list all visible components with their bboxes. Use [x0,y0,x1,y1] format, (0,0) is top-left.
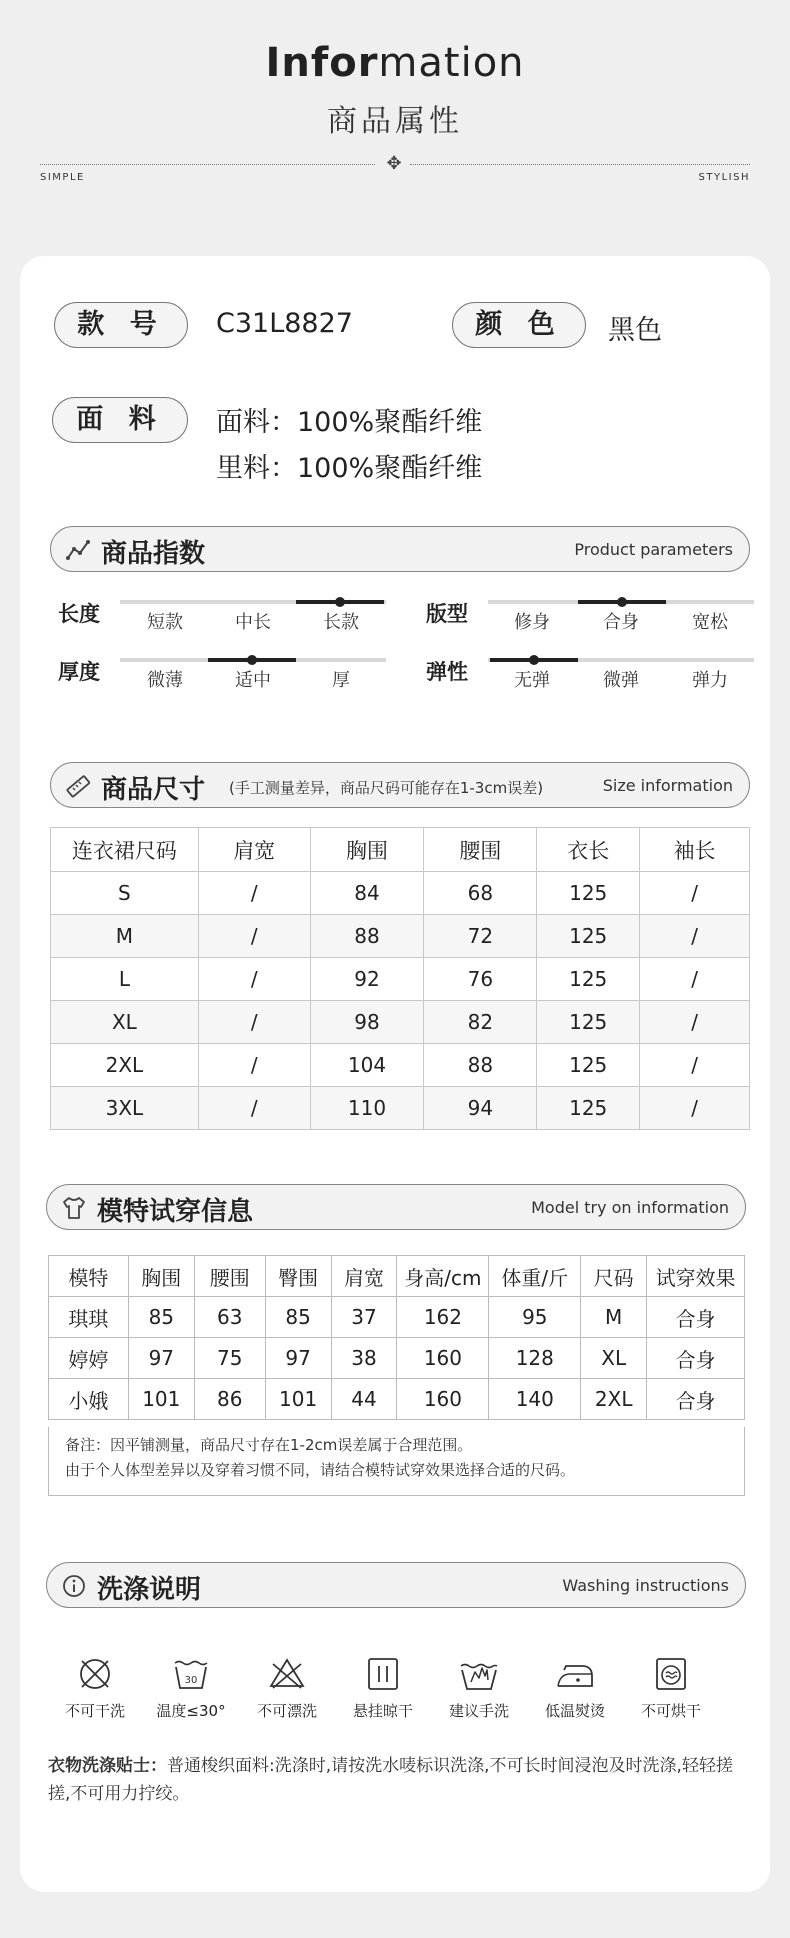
table-row [49,1379,745,1420]
table-row [51,1087,750,1130]
header-divider-left [40,164,375,165]
index-option: 长款 [323,612,359,633]
index-label: 版型 [426,602,468,626]
model-section-bar [46,1184,746,1230]
size-cell: / [640,1087,750,1130]
header-left-tag: SIMPLE [40,172,85,183]
wash-30-icon [171,1654,211,1694]
model-cell: 44 [331,1379,397,1420]
model-cell: 37 [331,1297,397,1338]
model-cell: 85 [265,1297,331,1338]
index-label: 弹性 [426,660,468,684]
tshirt-icon [61,1195,87,1221]
model-cell: 95 [489,1297,581,1338]
index-option: 中长 [235,612,271,633]
size-cell: 125 [537,958,640,1001]
index-marker [247,655,257,665]
model-cell: 97 [128,1338,194,1379]
wash-label: 悬挂晾干 [352,1702,413,1720]
size-cell: / [198,1044,310,1087]
header-title [0,40,790,86]
size-header-cell: 胸围 [310,828,424,872]
size-cell: / [640,915,750,958]
size-cell: S [51,872,199,915]
ruler-icon [65,773,91,799]
no-dry-clean-icon [75,1654,115,1694]
model-cell: 38 [331,1338,397,1379]
model-note-line: 由于个人体型差异以及穿着习惯不同，请结合模特试穿效果选择合适的尺码。 [65,1461,576,1479]
size-cell: / [198,1001,310,1044]
model-cell: 合身 [647,1297,745,1338]
wash-item [148,1654,234,1721]
model-cell: 101 [265,1379,331,1420]
table-row [51,958,750,1001]
table-row [51,1044,750,1087]
size-cell: / [198,915,310,958]
index-option: 微薄 [147,670,183,691]
wash-section-en: Washing instructions [562,1576,729,1595]
index-option: 修身 [514,612,550,633]
model-cell: 86 [194,1379,265,1420]
model-cell: 合身 [647,1379,745,1420]
table-row [49,1338,745,1379]
wash-item [628,1654,714,1721]
size-cell: 110 [310,1087,424,1130]
header-title-rest: mation [378,40,525,86]
wash-item [244,1654,330,1721]
model-cell: M [581,1297,647,1338]
index-option: 弹力 [692,670,728,691]
wash-item [532,1654,618,1721]
model-cell: XL [581,1338,647,1379]
model-header-cell: 肩宽 [331,1256,397,1297]
size-cell: / [640,1044,750,1087]
model-header-cell: 臀围 [265,1256,331,1297]
size-cell: 125 [537,1087,640,1130]
index-section-bar [50,526,750,572]
size-cell: 76 [424,958,537,1001]
wash-label: 建议手洗 [448,1702,509,1720]
index-option: 合身 [603,612,639,633]
size-cell: 125 [537,1044,640,1087]
wash-label: 低温熨烫 [544,1702,605,1720]
size-cell: L [51,958,199,1001]
size-header-cell: 衣长 [537,828,640,872]
model-cell: 160 [397,1379,489,1420]
size-cell: XL [51,1001,199,1044]
size-section-title: 商品尺寸 [101,775,206,805]
model-cell: 85 [128,1297,194,1338]
model-header-cell: 尺码 [581,1256,647,1297]
size-cell: 125 [537,872,640,915]
index-marker [617,597,627,607]
wash-label: 温度≤30° [156,1702,226,1720]
model-header-cell: 试穿效果 [647,1256,745,1297]
size-cell: / [198,958,310,1001]
wash-tip-text: 普通梭织面料:洗涤时,请按洗水唛标识洗涤,不可长时间浸泡及时洗涤,轻轻搓搓,不可用力拧绞。 [48,1756,733,1804]
header-title-bold: Infor [265,40,379,86]
index-section-title: 商品指数 [101,539,206,569]
size-section-en: Size information [602,776,733,795]
size-cell: 88 [424,1044,537,1087]
model-header-cell: 模特 [49,1256,129,1297]
size-header-cell: 袖长 [640,828,750,872]
size-table-header [51,828,750,872]
index-option: 厚 [332,670,350,691]
model-cell: 101 [128,1379,194,1420]
table-row [51,1001,750,1044]
model-section-title: 模特试穿信息 [97,1197,254,1227]
no-tumble-dry-icon [651,1654,691,1694]
size-header-cell: 腰围 [424,828,537,872]
header-divider-right [410,164,750,165]
model-header-cell: 胸围 [128,1256,194,1297]
header-right-tag: STYLISH [698,172,750,183]
model-cell: 琪琪 [49,1297,129,1338]
size-section-bar [50,762,750,808]
model-table [48,1255,745,1420]
size-cell: 94 [424,1087,537,1130]
model-table-header [49,1256,745,1297]
wash-tip-label: 衣物洗涤贴士： [48,1756,167,1776]
table-row [51,872,750,915]
index-marker [529,655,539,665]
index-marker [335,597,345,607]
fabric-outer: 面料：100%聚酯纤维 [216,407,483,438]
wash-section-bar [46,1562,746,1608]
size-section-note: (手工测量差异，商品尺码可能存在1-3cm误差) [229,779,544,797]
model-section-en: Model try on information [531,1198,729,1217]
index-option: 短款 [147,612,183,633]
fabric-label: 面 料 [52,397,188,443]
table-row [51,915,750,958]
size-cell: / [640,872,750,915]
model-note-line: 备注：因平铺测量，商品尺寸存在1-2cm误差属于合理范围。 [65,1436,473,1454]
size-header-cell: 肩宽 [198,828,310,872]
index-option: 无弹 [514,670,550,691]
hang-dry-icon [363,1654,403,1694]
index-option: 微弹 [603,670,639,691]
wash-tip [48,1752,754,1808]
size-cell: / [198,872,310,915]
trend-line-icon [65,537,91,563]
size-cell: 84 [310,872,424,915]
wash-label: 不可干洗 [64,1702,125,1720]
model-cell: 63 [194,1297,265,1338]
color-label: 颜 色 [452,302,586,348]
size-cell: 98 [310,1001,424,1044]
info-icon [61,1573,87,1599]
size-cell: 125 [537,915,640,958]
wash-section-title: 洗涤说明 [97,1575,202,1605]
low-iron-icon [554,1654,596,1694]
model-cell: 162 [397,1297,489,1338]
size-cell: M [51,915,199,958]
size-cell: 92 [310,958,424,1001]
size-cell: / [198,1087,310,1130]
compass-icon: ✥ [386,153,402,174]
model-cell: 小娥 [49,1379,129,1420]
model-cell: 2XL [581,1379,647,1420]
size-cell: 104 [310,1044,424,1087]
index-label: 厚度 [58,660,100,684]
color-value: 黑色 [608,315,662,346]
index-option: 适中 [235,670,271,691]
size-table [50,827,750,1130]
size-cell: 68 [424,872,537,915]
model-header-cell: 腰围 [194,1256,265,1297]
size-cell: / [640,1001,750,1044]
size-cell: 3XL [51,1087,199,1130]
model-cell: 140 [489,1379,581,1420]
size-cell: 88 [310,915,424,958]
model-cell: 97 [265,1338,331,1379]
no-bleach-icon [267,1654,307,1694]
wash-temp-text: 30 [184,1675,198,1686]
model-cell: 160 [397,1338,489,1379]
wash-item [340,1654,426,1721]
size-cell: 72 [424,915,537,958]
hand-wash-icon [457,1654,501,1694]
wash-label: 不可烘干 [640,1702,701,1720]
index-section-en: Product parameters [574,540,733,559]
size-cell: 2XL [51,1044,199,1087]
model-note [48,1427,745,1496]
wash-item [52,1654,138,1721]
table-row [49,1297,745,1338]
index-label: 长度 [58,602,100,626]
fabric-lining: 里料：100%聚酯纤维 [216,453,483,484]
size-cell: 82 [424,1001,537,1044]
model-cell: 75 [194,1338,265,1379]
size-cell: / [640,958,750,1001]
model-cell: 合身 [647,1338,745,1379]
model-header-cell: 体重/斤 [489,1256,581,1297]
size-cell: 125 [537,1001,640,1044]
model-cell: 128 [489,1338,581,1379]
size-header-cell: 连衣裙尺码 [51,828,199,872]
model-cell: 婷婷 [49,1338,129,1379]
header-subtitle: 商品属性 [327,104,463,139]
model-header-cell: 身高/cm [397,1256,489,1297]
index-option: 宽松 [692,612,728,633]
style-no-label: 款 号 [54,302,188,348]
wash-item [436,1654,522,1721]
style-no-value: C31L8827 [216,308,353,339]
wash-label: 不可漂洗 [256,1702,317,1720]
